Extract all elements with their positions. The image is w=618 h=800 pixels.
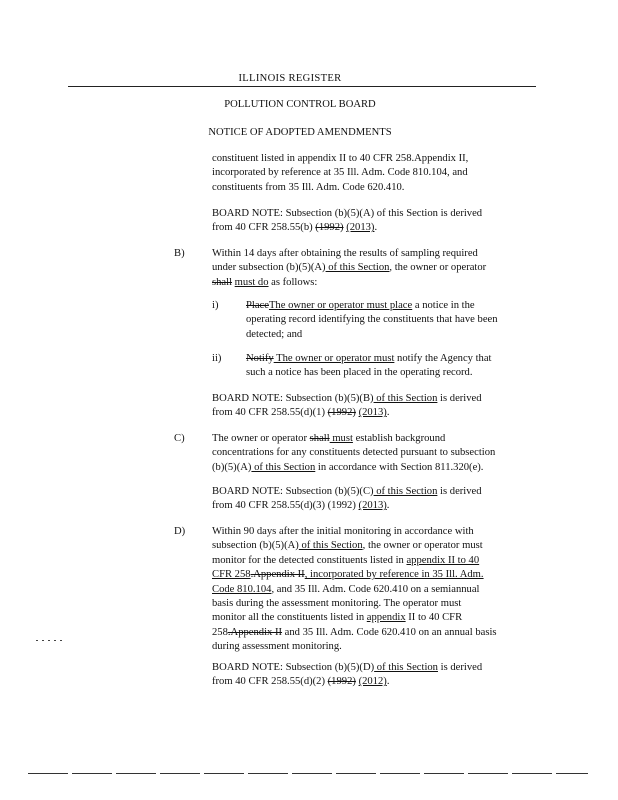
item-d-l2-ins: of this Section <box>298 540 363 552</box>
sub-i-ins: The owner or operator must place <box>268 300 413 311</box>
sub-ii-ins: The owner or operator must <box>273 353 395 364</box>
item-c-label: C) <box>174 433 185 444</box>
item-d-line-1: Within 90 days after the initial monitoring in accordance with <box>212 526 474 537</box>
item-c-l3a: (b)(5)(A) <box>212 461 252 473</box>
note-d-prefix: BOARD NOTE: Subsection (b)(5)(D) <box>212 662 375 673</box>
item-d-l7-ins: appendix <box>366 612 406 624</box>
item-b-l2a: under subsection (b)(5)(A) <box>212 262 326 274</box>
item-c-line-2: concentrations for any constituents detected pursuant to subsection <box>212 447 496 459</box>
note-c-rest: is derived <box>437 486 482 497</box>
item-d-l3a: monitor for the detected constituents listed in <box>212 554 407 566</box>
note-d-ins2: (2012) <box>358 676 387 688</box>
item-b-label: B) <box>174 248 185 259</box>
item-d-label: D) <box>174 526 186 537</box>
note-c-end: . <box>386 500 390 512</box>
note-a-text: from 40 CFR 258.55(b) <box>212 222 316 234</box>
item-b-l3-ins: must do <box>234 276 269 288</box>
item-c-ins: must <box>329 433 353 444</box>
item-d-text <box>212 525 542 655</box>
note-d-line-2 <box>212 675 542 689</box>
item-d-l3-ins: appendix II to 40 <box>406 554 480 566</box>
sub-i-line-3: detected; and <box>246 328 303 340</box>
item-c-line-3 <box>212 461 542 475</box>
register-title: ILLINOIS REGISTER <box>238 73 342 84</box>
item-b-line-2 <box>212 261 542 275</box>
note-b-del: (1992) <box>327 407 356 419</box>
item-d-line-7 <box>212 611 542 625</box>
sub-ii-line-2: such a notice has been placed in the operating record. <box>246 367 473 379</box>
notice-title: NOTICE OF ADOPTED AMENDMENTS <box>208 127 392 138</box>
board-note-a <box>212 207 542 236</box>
item-b-line-3 <box>212 276 542 290</box>
note-d-del: (1992) <box>327 676 356 688</box>
item-d-l7a: monitor all the constituents listed in <box>212 612 367 624</box>
note-c-line-1 <box>212 485 542 499</box>
item-c-text <box>212 432 542 475</box>
item-d-l4-ins-b: , incorporated by reference in 35 Ill. Adm. <box>304 569 484 581</box>
item-b-l2-ins: of this Section <box>325 262 390 274</box>
sub-ii-label: ii) <box>212 353 222 364</box>
item-d-l2b: , the owner or operator must <box>362 540 483 552</box>
note-d-ins: of this Section <box>374 662 438 673</box>
sub-ii-del: Notify <box>246 353 274 364</box>
sub-i-line-2: operating record identifying the constituents that have been <box>246 314 498 326</box>
item-d-line-3 <box>212 554 542 568</box>
note-d-line-1 <box>212 661 542 675</box>
board-note-c <box>212 485 542 514</box>
item-d-line-5 <box>212 583 542 597</box>
item-d-line-4 <box>212 568 542 582</box>
board-note-d <box>212 661 542 690</box>
item-c-l3b: in accordance with Section 811.320(e). <box>315 461 484 473</box>
sub-ii-rest: notify the Agency that <box>394 353 492 364</box>
item-b-text <box>212 247 542 290</box>
item-d-l8b: and 35 Ill. Adm. Code 620.410 on an annual basis <box>282 626 497 638</box>
note-b-ins: of this Section <box>373 393 438 404</box>
item-c-l1a: The owner or operator <box>212 433 310 444</box>
item-d-line-2 <box>212 539 542 553</box>
item-d-l4-del: .Appendix II <box>250 569 305 581</box>
item-b-l3-del: shall <box>212 276 233 288</box>
intro-line-1: constituent listed in appendix II to 40 CFR 258.Appendix II, <box>212 153 469 164</box>
item-d-l8-del: .Appendix II <box>227 626 283 638</box>
note-a-period: . <box>374 222 378 234</box>
item-d-line-8 <box>212 626 542 640</box>
note-b-prefix: BOARD NOTE: Subsection (b)(5)(B) <box>212 393 374 404</box>
sub-i-text <box>246 299 546 342</box>
note-b-line-2 <box>212 406 542 420</box>
note-c-prefix: BOARD NOTE: Subsection (b)(5)(C) <box>212 486 374 497</box>
item-c-l1b: establish background <box>352 433 446 444</box>
sub-i-label: i) <box>212 300 219 311</box>
note-c-l2a: from 40 CFR 258.55(d)(3) (1992) <box>212 500 359 512</box>
footer-rule <box>28 773 588 774</box>
sub-i-del: Place <box>246 300 269 311</box>
item-b-line-1: Within 14 days after obtaining the results of sampling required <box>212 248 478 259</box>
intro-line-3: constituents from 35 Ill. Adm. Code 620.410. <box>212 181 405 193</box>
item-c-line-1 <box>212 432 542 446</box>
note-d-rest: is derived <box>437 662 483 673</box>
note-a-line-2 <box>212 221 542 235</box>
item-d-l5-rest: , and 35 Ill. Adm. Code 620.410 on a semiannual <box>271 583 480 595</box>
item-d-l2a: subsection (b)(5)(A) <box>212 540 299 552</box>
item-c-del: shall <box>309 433 330 444</box>
note-a-deleted: (1992) <box>315 222 344 234</box>
note-a-inserted: (2013) <box>346 222 375 234</box>
item-d-l4-ins-a: CFR 258 <box>212 569 251 581</box>
item-c-l3-ins: of this Section <box>251 461 316 473</box>
note-b-end: . <box>386 407 390 419</box>
item-d-l8a: 258 <box>212 626 228 638</box>
item-d-line-9: during assessment monitoring. <box>212 641 342 653</box>
sub-ii-text <box>246 352 546 381</box>
note-b-rest: is derived <box>437 393 482 404</box>
intro-paragraph <box>212 152 542 195</box>
sub-i-line-1 <box>246 299 546 313</box>
intro-line-2: incorporated by reference at 35 Ill. Adm. Code 810.104, and <box>212 167 468 179</box>
note-d-l2a: from 40 CFR 258.55(d)(2) <box>212 676 328 688</box>
item-d-l5-ins: Code 810.104 <box>212 583 272 595</box>
note-b-ins2: (2013) <box>358 407 387 419</box>
item-b-l3-end: as follows: <box>268 276 318 288</box>
board-title: POLLUTION CONTROL BOARD <box>224 99 376 110</box>
sub-i-rest: a notice in the <box>412 300 475 311</box>
note-a-line-1: BOARD NOTE: Subsection (b)(5)(A) of this Section is derived <box>212 208 483 219</box>
board-note-b <box>212 392 542 421</box>
note-b-line-1 <box>212 392 542 406</box>
margin-mark <box>36 640 66 641</box>
item-b-l2b: , the owner or operator <box>389 262 487 274</box>
note-c-ins: of this Section <box>373 486 438 497</box>
sub-ii-line-1 <box>246 352 546 366</box>
note-c-ins2: (2013) <box>358 500 387 512</box>
note-b-l2a: from 40 CFR 258.55(d)(1) <box>212 407 328 419</box>
item-d-line-6: basis during the assessment monitoring. The operator must <box>212 598 462 610</box>
note-d-end: . <box>386 676 390 688</box>
note-c-line-2 <box>212 499 542 513</box>
item-d-l7b: II to 40 CFR <box>405 612 463 624</box>
